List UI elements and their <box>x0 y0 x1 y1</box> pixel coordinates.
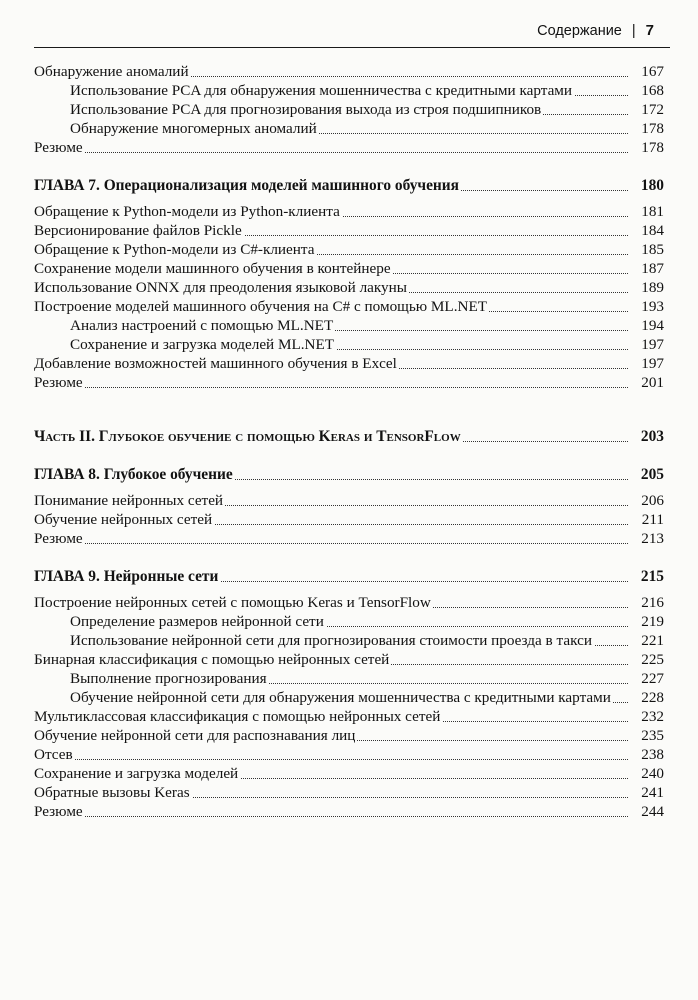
toc-entry-page: 167 <box>641 63 664 80</box>
toc-entry-page: 180 <box>640 177 664 194</box>
header-separator: | <box>631 22 636 39</box>
toc-entry-page: 238 <box>641 746 664 763</box>
toc-entry <box>34 783 664 802</box>
running-header <box>537 22 654 39</box>
toc-entry-page: 178 <box>641 139 664 156</box>
toc-entry-page: 197 <box>641 336 664 353</box>
toc-entry <box>34 62 664 81</box>
chapter-entry <box>34 567 664 586</box>
toc-entry-page: 211 <box>641 511 664 528</box>
toc-entry-page: 172 <box>641 101 664 118</box>
toc-entry-page: 244 <box>641 803 664 820</box>
toc-entry-page: 232 <box>641 708 664 725</box>
toc-entry-page: 235 <box>641 727 664 744</box>
toc-entry <box>34 316 664 335</box>
toc-entry-page: 215 <box>640 568 664 585</box>
toc-entry-title: Резюме <box>34 803 83 820</box>
toc-entry <box>34 297 664 316</box>
toc-entry-page: 203 <box>640 428 664 445</box>
toc-entry-page: 206 <box>641 492 664 509</box>
toc-entry-title: Резюме <box>34 139 83 156</box>
toc-entry <box>34 745 664 764</box>
toc-entry-title: Понимание нейронных сетей <box>34 492 224 509</box>
toc-entry-title: ГЛАВА 8. Глубокое обучение <box>34 466 233 483</box>
toc-entry <box>34 138 664 157</box>
toc-entry <box>34 529 664 548</box>
toc-entry <box>34 240 664 259</box>
toc-entry <box>34 491 664 510</box>
toc-entry-title: Обучение нейронной сети для обнаружения мошенничества с кредитными картами <box>70 689 611 706</box>
toc-entry <box>34 81 664 100</box>
toc-entry <box>34 631 664 650</box>
toc-entry-page: 227 <box>641 670 664 687</box>
toc-entry-title: Сохранение модели машинного обучения в контейнере <box>34 260 391 277</box>
toc-entry-page: 216 <box>641 594 664 611</box>
toc-entry-title: Выполнение прогнозирования <box>70 670 267 687</box>
dot-leader <box>34 152 628 153</box>
toc-entry <box>34 510 664 529</box>
toc-entry-page: 225 <box>641 651 664 668</box>
chapter-entry <box>34 465 664 484</box>
toc-entry-page: 205 <box>640 466 664 483</box>
toc-entry <box>34 354 664 373</box>
toc-entry-title: Использование ONNX для преодоления языковой лакуны <box>34 279 407 296</box>
toc-entry-page: 240 <box>641 765 664 782</box>
table-of-contents <box>34 62 664 821</box>
toc-entry-title: ГЛАВА 9. Нейронные сети <box>34 568 219 585</box>
toc-entry-page: 221 <box>641 632 664 649</box>
toc-entry-title: Обращение к Python-модели из C#-клиента <box>34 241 315 258</box>
toc-entry <box>34 593 664 612</box>
toc-entry-title: Резюме <box>34 374 83 391</box>
toc-entry-page: 213 <box>641 530 664 547</box>
toc-entry-title: Анализ настроений с помощью ML.NET <box>70 317 334 334</box>
toc-entry-title: Построение моделей машинного обучения на C# с помощью ML.NET <box>34 298 488 315</box>
toc-entry-page: 201 <box>641 374 664 391</box>
page-number: 7 <box>645 22 654 39</box>
dot-leader <box>34 387 628 388</box>
toc-entry-page: 194 <box>641 317 664 334</box>
toc-entry-page: 241 <box>641 784 664 801</box>
toc-entry-title: Использование PCA для прогнозирования выхода из строя подшипников <box>70 101 542 118</box>
toc-entry-page: 187 <box>641 260 664 277</box>
toc-entry-title: Обучение нейронных сетей <box>34 511 213 528</box>
toc-entry-title: Обучение нейронной сети для распознавания лиц <box>34 727 356 744</box>
dot-leader <box>34 759 628 760</box>
part-entry <box>34 427 664 446</box>
toc-entry <box>34 650 664 669</box>
toc-entry-page: 197 <box>641 355 664 372</box>
toc-entry-page: 189 <box>641 279 664 296</box>
toc-entry-page: 178 <box>641 120 664 137</box>
toc-entry-title: Обнаружение аномалий <box>34 63 189 80</box>
toc-entry-title: Использование нейронной сети для прогнозирования стоимости проезда в такси <box>70 632 592 649</box>
toc-entry <box>34 669 664 688</box>
toc-entry-page: 228 <box>641 689 664 706</box>
toc-entry-page: 185 <box>641 241 664 258</box>
toc-entry-title: Определение размеров нейронной сети <box>70 613 324 630</box>
toc-entry <box>34 221 664 240</box>
toc-entry-title: Обращение к Python-модели из Python-клиента <box>34 203 340 220</box>
toc-entry-title: Обратные вызовы Keras <box>34 784 190 801</box>
toc-entry-title: Мультиклассовая классификация с помощью нейронных сетей <box>34 708 441 725</box>
dot-leader <box>34 543 628 544</box>
toc-entry <box>34 764 664 783</box>
toc-entry <box>34 726 664 745</box>
toc-entry-page: 168 <box>641 82 664 99</box>
toc-entry-title: Сохранение и загрузка моделей ML.NET <box>70 336 335 353</box>
toc-entry-title: Резюме <box>34 530 83 547</box>
toc-entry-title: Версионирование файлов Pickle <box>34 222 242 239</box>
toc-entry-page: 184 <box>641 222 664 239</box>
toc-entry <box>34 373 664 392</box>
toc-entry <box>34 612 664 631</box>
toc-entry-title: Сохранение и загрузка моделей <box>34 765 239 782</box>
toc-entry-title: Бинарная классификация с помощью нейронных сетей <box>34 651 390 668</box>
header-rule <box>34 47 670 48</box>
toc-entry <box>34 100 664 119</box>
toc-entry <box>34 119 664 138</box>
toc-entry <box>34 335 664 354</box>
toc-entry <box>34 278 664 297</box>
toc-entry-title: Обнаружение многомерных аномалий <box>70 120 317 137</box>
toc-entry <box>34 688 664 707</box>
toc-entry-title: Часть II. Глубокое обучение с помощью Keras и TensorFlow <box>34 428 461 445</box>
toc-entry-title: Отсев <box>34 746 73 763</box>
chapter-entry <box>34 176 664 195</box>
toc-entry <box>34 259 664 278</box>
toc-entry <box>34 707 664 726</box>
section-title: Содержание <box>537 22 622 39</box>
toc-entry-page: 181 <box>641 203 664 220</box>
dot-leader <box>34 816 628 817</box>
toc-entry-title: ГЛАВА 7. Операционализация моделей машинного обучения <box>34 177 459 194</box>
toc-entry-page: 193 <box>641 298 664 315</box>
toc-entry-title: Добавление возможностей машинного обучения в Excel <box>34 355 397 372</box>
toc-entry-title: Построение нейронных сетей с помощью Keras и TensorFlow <box>34 594 431 611</box>
toc-entry-page: 219 <box>641 613 664 630</box>
toc-entry <box>34 202 664 221</box>
toc-entry-title: Использование PCA для обнаружения мошенничества с кредитными картами <box>70 82 573 99</box>
toc-entry <box>34 802 664 821</box>
